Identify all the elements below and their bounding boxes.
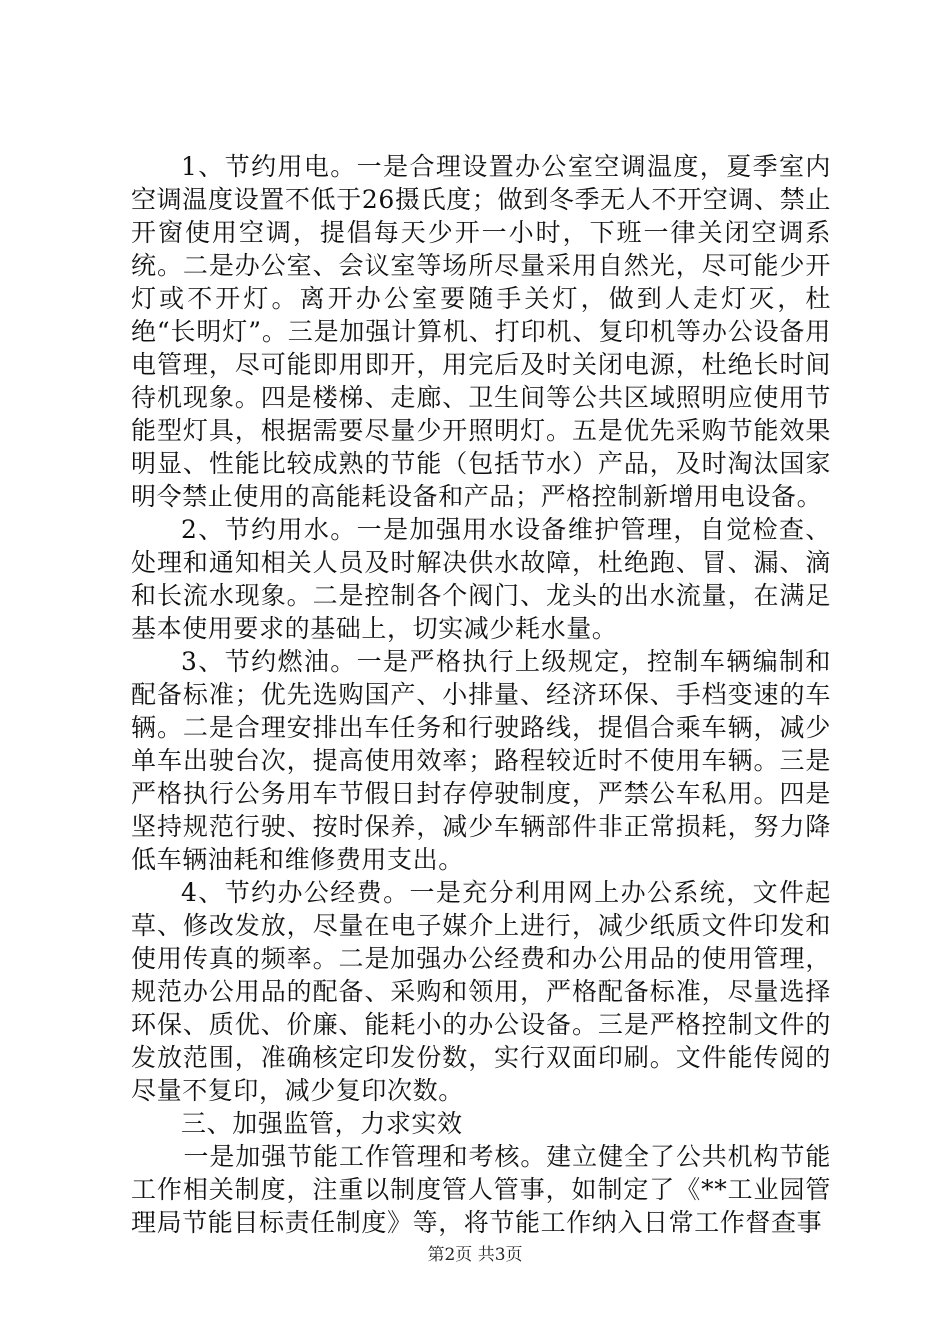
paragraph-electricity: 1、节约用电。一是合理设置办公室空调温度，夏季室内空调温度设置不低于26摄氏度；做到冬季无人不开空调、禁止开窗使用空调，提倡每天少开一小时，下班一律关闭空调系统。二是办公室、会议室等场所尽量采用自然光，尽可能少开灯或不开灯。离开办公室要随手关灯，做到人走灯灭，杜绝“长明灯”。三是加强计算机、打印机、复印机等办公设备用电管理，尽可能即用即开，用完后及时关闭电源，杜绝长时间待机现象。四是楼梯、走廊、卫生间等公共区域照明应使用节能型灯具，根据需要尽量少开照明灯。五是优先采购节能效果明显、性能比较成熟的节能（包括节水）产品，及时淘汰国家明令禁止使用的高能耗设备和产品；严格控制新增用电设备。 [131, 152, 831, 511]
paragraph-office-expenses: 4、节约办公经费。一是充分利用网上办公系统，文件起草、修改发放，尽量在电子媒介上进行，减少纸质文件印发和使用传真的频率。二是加强办公经费和办公用品的使用管理，规范办公用品的配备、采购和领用，严格配备标准，尽量选择环保、质优、价廉、能耗小的办公设备。三是严格控制文件的发放范围，准确核定印发份数，实行双面印刷。文件能传阅的尽量不复印，减少复印次数。 [131, 878, 831, 1105]
document-body [131, 150, 831, 1239]
section-heading-supervision: 三、加强监管，力求实效 [181, 1109, 463, 1138]
paragraph-water: 2、节约用水。一是加强用水设备维护管理，自觉检查、处理和通知相关人员及时解决供水故障，杜绝跑、冒、漏、滴和长流水现象。二是控制各个阀门、龙头的出水流量，在满足基本使用要求的基础上，切实减少耗水量。 [131, 515, 831, 643]
paragraph-management: 一是加强节能工作管理和考核。建立健全了公共机构节能工作相关制度，注重以制度管人管事，如制定了《**工业园管理局节能目标责任制度》等，将节能工作纳入日常工作督查事 [131, 1142, 831, 1237]
paragraph-fuel: 3、节约燃油。一是严格执行上级规定，控制车辆编制和配备标准；优先选购国产、小排量、经济环保、手档变速的车辆。二是合理安排出车任务和行驶路线，提倡合乘车辆，减少单车出驶台次，提高使用效率；路程较近时不使用车辆。三是严格执行公务用车节假日封存停驶制度，严禁公车私用。四是坚持规范行驶、按时保养，减少车辆部件非正常损耗，努力降低车辆油耗和维修费用支出。 [131, 647, 831, 874]
page-footer: 第2页 共3页 [427, 1245, 523, 1265]
